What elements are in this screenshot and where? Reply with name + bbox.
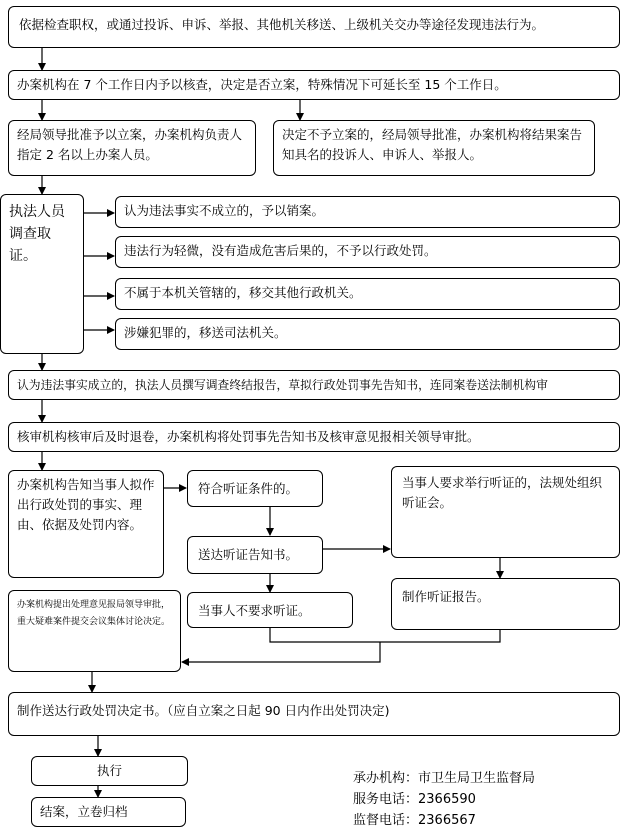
review-step: 核审机构核审后及时退卷，办案机构将处罚事先告知书及核审意见报相关领导审批。: [8, 422, 620, 452]
decision-step: 制作送达行政处罚决定书。（应自立案之日起 90 日内作出处罚决定): [8, 692, 620, 736]
organizer-text: 承办机构：市卫生局卫生监督局: [353, 771, 536, 786]
hearing-eligible-step: 符合听证条件的。: [187, 470, 323, 507]
execute-step: 执行: [31, 756, 188, 786]
hearing-request-step: 当事人要求举行听证的，法规处组织听证会。: [391, 466, 620, 558]
hearing-notice-step: 送达听证告知书。: [187, 536, 323, 574]
outcome-criminal: 涉嫌犯罪的，移送司法机关。: [115, 318, 620, 350]
service-phone: 服务电话：2366590: [353, 792, 476, 807]
discover-step: 依据检查职权，或通过投诉、申诉、举报、其他机关移送、上级机关交办等途径发现违法行为。: [8, 6, 620, 48]
outcome-cancel: 认为违法事实不成立的，予以销案。: [115, 196, 620, 228]
investigate-step: 执法人员调查取证。: [0, 194, 84, 354]
merge-down: [182, 642, 380, 662]
verify-step: 办案机构在 7 个工作日内予以核查，决定是否立案，特殊情况下可延长至 15 个工作日。: [8, 70, 620, 100]
no-case-step: 决定不予立案的，经局领导批准，办案机构将结果案告知具名的投诉人、申诉人、举报人。: [273, 120, 595, 176]
outcome-minor: 违法行为轻微，没有造成危害后果的，不予以行政处罚。: [115, 236, 620, 268]
opinion-step: 办案机构提出处理意见报局领导审批，重大疑难案件提交会议集体讨论决定。: [8, 590, 181, 672]
notify-step: 办案机构告知当事人拟作出行政处罚的事实、理由、依据及处罚内容。: [8, 470, 164, 578]
merge-to-opinion: [270, 628, 500, 642]
outcome-transfer: 不属于本机关管辖的，移交其他行政机关。: [115, 278, 620, 310]
report-step: 认为违法事实成立的，执法人员撰写调查终结报告，草拟行政处罚事先告知书，连同案卷送法制机构审: [8, 370, 620, 400]
no-hearing-step: 当事人不要求听证。: [187, 592, 353, 628]
close-step: 结案，立卷归档: [31, 797, 186, 827]
supervision-phone: 监督电话：2366567: [353, 813, 476, 828]
hearing-report-step: 制作听证报告。: [391, 578, 620, 630]
file-case-step: 经局领导批准予以立案，办案机构负责人指定 2 名以上办案人员。: [8, 120, 256, 176]
